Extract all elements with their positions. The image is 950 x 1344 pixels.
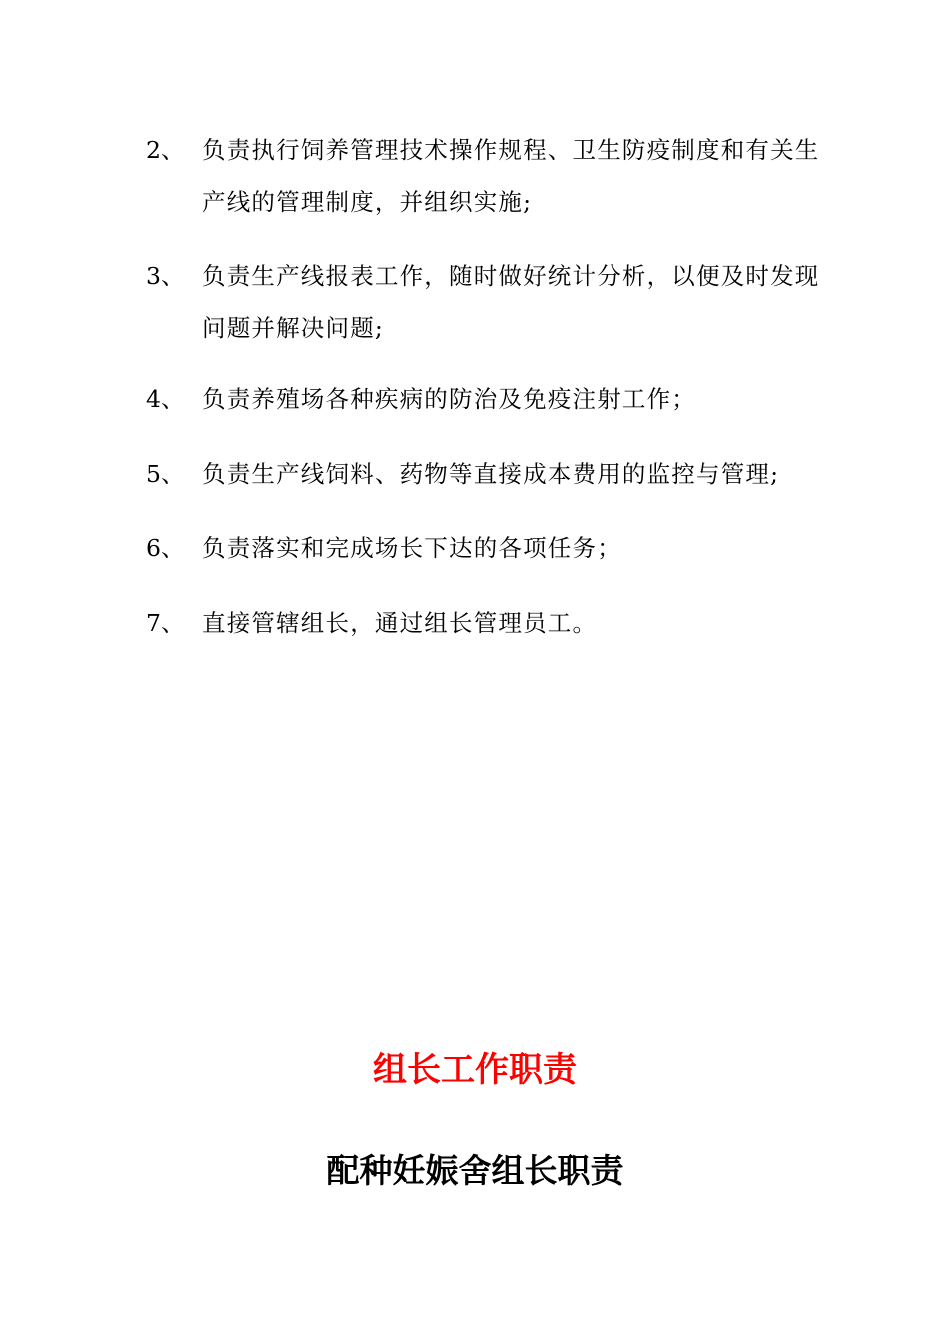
list-item-text: 负责执行饲养管理技术操作规程、卫生防疫制度和有关生产线的管理制度，并组织实施; — [202, 136, 820, 216]
list-item — [146, 597, 826, 649]
list-item-text: 负责养殖场各种疾病的防治及免疫注射工作； — [202, 385, 696, 413]
list-item — [146, 448, 826, 500]
list-item-number: 3、 — [146, 262, 185, 290]
list-item-number: 6、 — [146, 534, 185, 562]
list-item-text: 直接管辖组长，通过组长管理员工。 — [202, 609, 598, 637]
list-item-number: 2、 — [146, 136, 185, 164]
list-item-number: 4、 — [146, 385, 185, 413]
list-item — [146, 250, 826, 354]
list-item-text: 负责落实和完成场长下达的各项任务； — [202, 534, 622, 562]
section-title: 组长工作职责 — [373, 1050, 577, 1090]
list-item — [146, 373, 826, 425]
list-item-number: 5、 — [146, 460, 185, 488]
list-item-text: 负责生产线饲料、药物等直接成本费用的监控与管理; — [202, 460, 780, 488]
subsection-title: 配种妊娠舍组长职责 — [326, 1151, 624, 1190]
list-item — [146, 522, 826, 574]
list-item-number: 7、 — [146, 609, 185, 637]
list-item — [146, 124, 826, 228]
list-item-text: 负责生产线报表工作，随时做好统计分析，以便及时发现问题并解决问题; — [202, 262, 820, 342]
